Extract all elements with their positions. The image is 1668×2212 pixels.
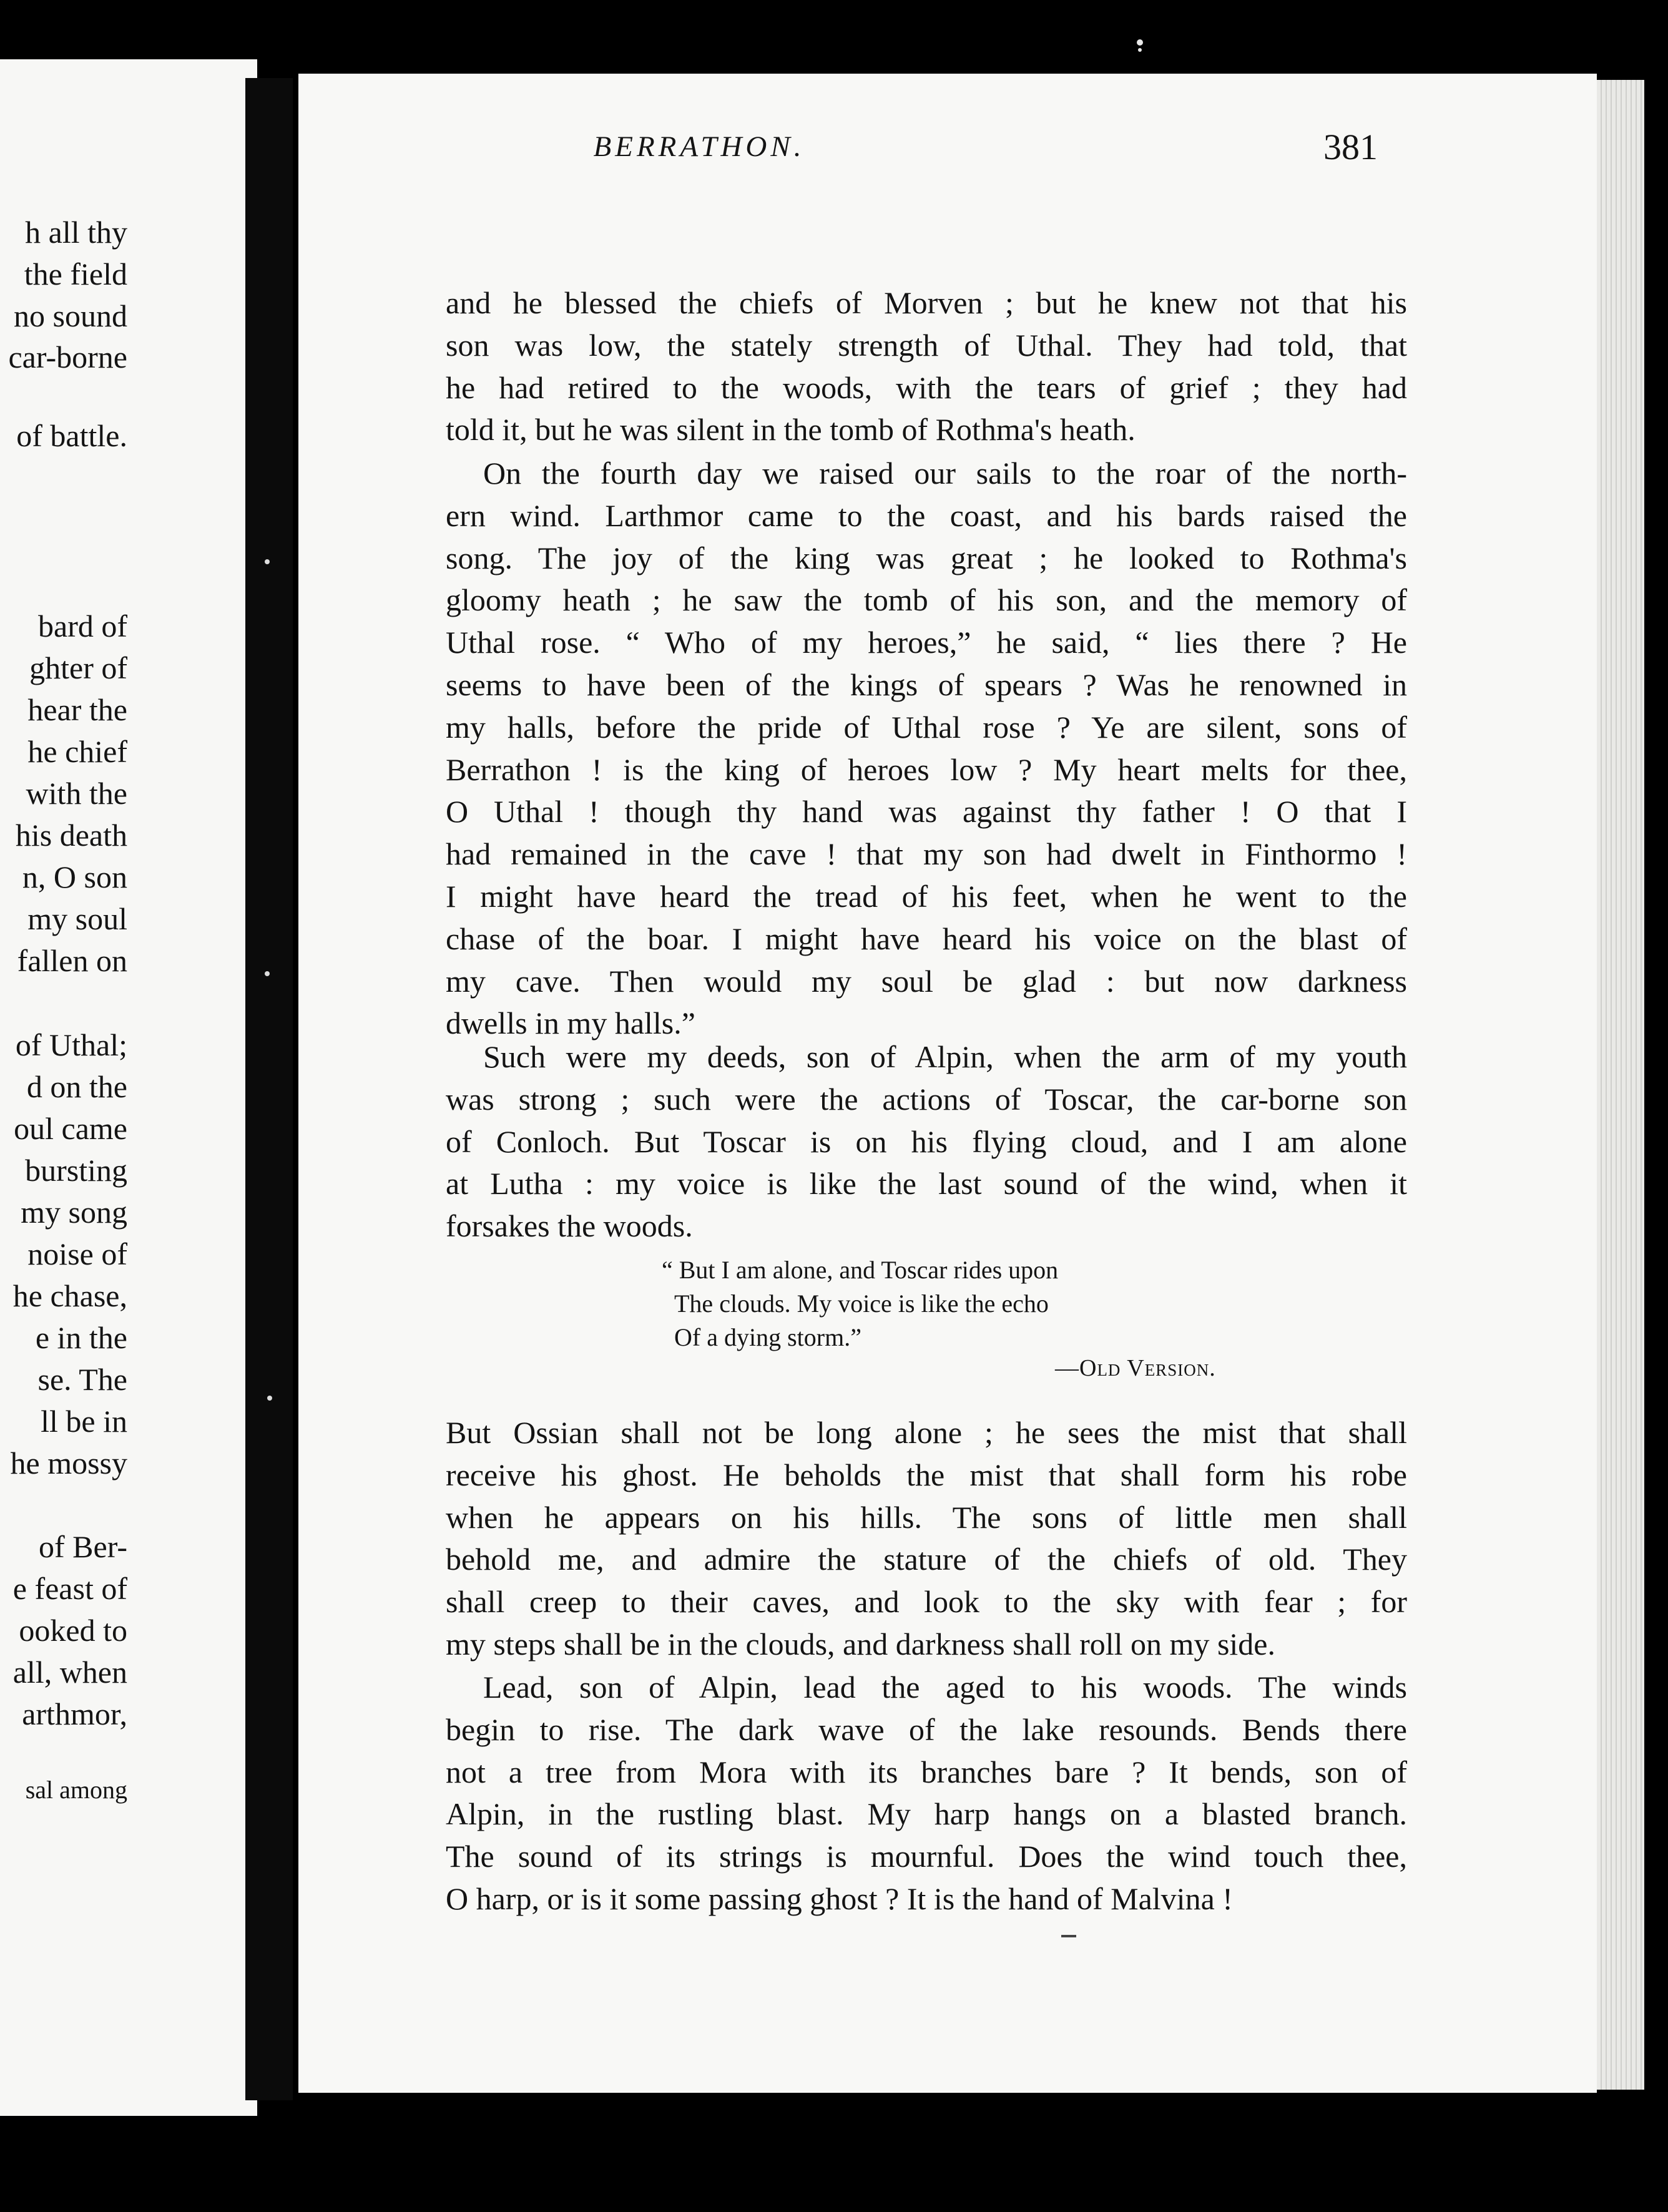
text-line: when he appears on his hills. The sons of little men shall bbox=[446, 1499, 1407, 1535]
left-page-line: ghter of bbox=[29, 650, 127, 685]
left-page-line: se. The bbox=[37, 1362, 127, 1397]
left-page-line: of Ber- bbox=[39, 1529, 127, 1564]
text-line: Uthal rose. “ Who of my heroes,” he said, “ lies there ? He bbox=[446, 625, 1407, 660]
text-line: he had retired to the woods, with the tears of grief ; they had bbox=[446, 369, 1407, 405]
text-line: told it, but he was silent in the tomb of Rothma's heath. bbox=[446, 412, 1136, 448]
text-line: On the fourth day we raised our sails to the roar of the north- bbox=[483, 456, 1407, 491]
text-line: and he blessed the chiefs of Morven ; but he knew not that his bbox=[446, 285, 1407, 320]
text-line: song. The joy of the king was great ; he looked to Rothma's bbox=[446, 540, 1407, 575]
left-page-line: bursting bbox=[25, 1153, 127, 1188]
left-page-line: oul came bbox=[14, 1111, 127, 1146]
text-line: seems to have been of the kings of spears ? Was he renowned in bbox=[446, 667, 1407, 702]
text-line: behold me, and admire the stature of the chiefs of old. They bbox=[446, 1542, 1407, 1577]
left-page-line: my song bbox=[21, 1195, 127, 1230]
text-line: I might have heard the tread of his feet, when he went to the bbox=[446, 878, 1407, 914]
text-line: at Lutha : my voice is like the last sound of the wind, when it bbox=[446, 1166, 1407, 1201]
verse-line: The clouds. My voice is like the echo bbox=[674, 1290, 1049, 1318]
left-page-line: hear the bbox=[27, 692, 127, 727]
left-page-line: of Uthal; bbox=[15, 1027, 127, 1062]
text-line: But Ossian shall not be long alone ; he sees the mist that shall bbox=[446, 1415, 1407, 1450]
text-line: The sound of its strings is mournful. Does the wind touch thee, bbox=[446, 1839, 1407, 1874]
text-line: dwells in my halls.” bbox=[446, 1006, 695, 1041]
text-line: son was low, the stately strength of Uthal. They had told, that bbox=[446, 327, 1407, 363]
left-page-line: d on the bbox=[26, 1069, 127, 1104]
text-line: was strong ; such were the actions of Toscar, the car-borne son bbox=[446, 1081, 1407, 1117]
text-line: not a tree from Mora with its branches bare ? It bends, son of bbox=[446, 1754, 1407, 1789]
page-number: 381 bbox=[1323, 127, 1378, 167]
text-line: of Conloch. But Toscar is on his flying cloud, and I am alone bbox=[446, 1123, 1407, 1159]
text-line: gloomy heath ; he saw the tomb of his son, and the memory of bbox=[446, 582, 1407, 618]
text-line: Lead, son of Alpin, lead the aged to his woods. The winds bbox=[483, 1670, 1407, 1705]
left-page-line: the field bbox=[24, 257, 127, 291]
left-page-line: he chief bbox=[27, 734, 127, 769]
left-page-line: ll be in bbox=[41, 1404, 127, 1439]
left-page-line: car-borne bbox=[8, 340, 127, 374]
text-line: my steps shall be in the clouds, and darkness shall roll on my side. bbox=[446, 1626, 1275, 1661]
running-head: BERRATHON. bbox=[593, 130, 805, 163]
left-page-line: ooked to bbox=[19, 1613, 127, 1648]
left-page-line: his death bbox=[15, 818, 127, 853]
text-line: receive his ghost. He beholds the mist that shall form his robe bbox=[446, 1457, 1407, 1492]
text-line: had remained in the cave ! that my son had dwelt in Finthormo ! bbox=[446, 836, 1407, 872]
left-page-line: all, when bbox=[12, 1655, 127, 1690]
text-line: Alpin, in the rustling blast. My harp hangs on a blasted branch. bbox=[446, 1796, 1407, 1832]
left-page-line: no sound bbox=[14, 298, 127, 333]
text-line: chase of the boar. I might have heard his voice on the blast of bbox=[446, 921, 1407, 956]
left-page-line: n, O son bbox=[22, 859, 127, 894]
left-page-line: he chase, bbox=[12, 1278, 127, 1313]
left-page-line: sal among bbox=[25, 1776, 127, 1804]
text-line: Such were my deeds, son of Alpin, when the arm of my youth bbox=[483, 1039, 1407, 1074]
verse-line: Of a dying storm.” bbox=[674, 1323, 861, 1351]
text-line: Berrathon ! is the king of heroes low ? My heart melts for thee, bbox=[446, 751, 1407, 787]
left-page-line: arthmor, bbox=[22, 1696, 127, 1731]
left-page-line: of battle. bbox=[16, 418, 127, 453]
left-page-line: noise of bbox=[27, 1236, 127, 1271]
verse-line: “ But I am alone, and Toscar rides upon bbox=[662, 1256, 1059, 1284]
left-page-line: e feast of bbox=[12, 1571, 127, 1606]
text-line: shall creep to their caves, and look to the sky with fear ; for bbox=[446, 1584, 1407, 1620]
left-page-line: e in the bbox=[35, 1320, 127, 1355]
text-line: begin to rise. The dark wave of the lake resounds. Bends there bbox=[446, 1711, 1407, 1747]
text-line: my halls, before the pride of Uthal rose ? Ye are silent, sons of bbox=[446, 709, 1407, 745]
text-line: my cave. Then would my soul be glad : but now darkness bbox=[446, 963, 1407, 999]
text-line: ern wind. Larthmor came to the coast, and his bards raised the bbox=[446, 497, 1407, 533]
text-line: O harp, or is it some passing ghost ? It is the hand of Malvina ! bbox=[446, 1881, 1233, 1916]
left-page-line: fallen on bbox=[17, 943, 127, 978]
left-page-line: bard of bbox=[38, 609, 127, 644]
left-page-line: my soul bbox=[27, 901, 127, 936]
verse-attribution: —Old Version. bbox=[1055, 1355, 1216, 1381]
left-page-line: with the bbox=[26, 776, 127, 811]
text-line: O Uthal ! though thy hand was against thy father ! O that I bbox=[446, 794, 1407, 830]
text-line: forsakes the woods. bbox=[446, 1208, 693, 1244]
left-page-line: he mossy bbox=[10, 1446, 127, 1480]
left-page-line: h all thy bbox=[25, 215, 127, 250]
